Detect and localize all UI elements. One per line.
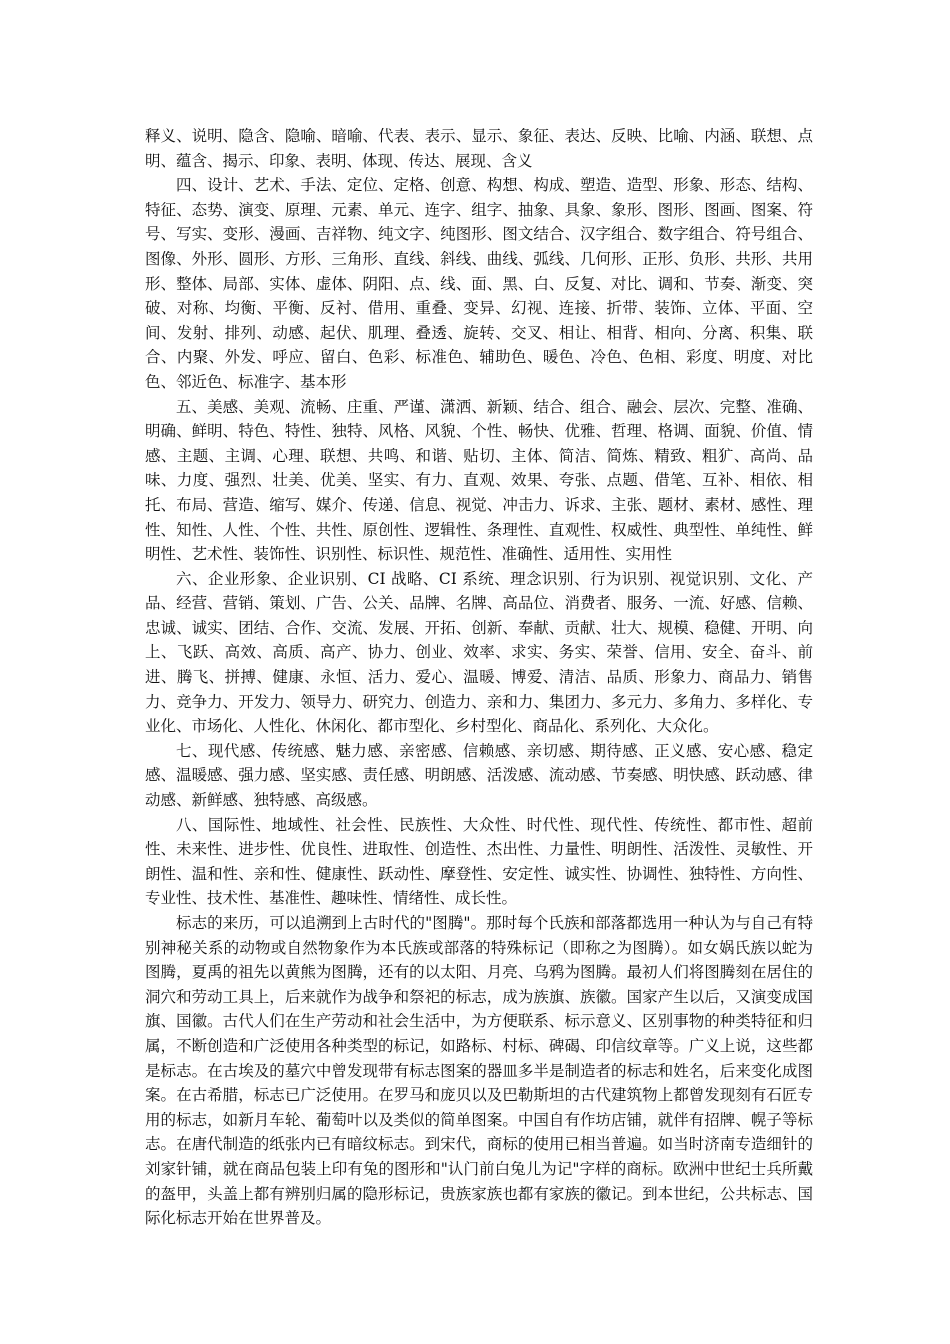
paragraph-section-six: 六、企业形象、企业识别、CI 战略、CI 系统、理念识别、行为识别、视觉识别、文化、产品、经营、营销、策划、广告、公关、品牌、名牌、高品位、消费者、服务、一流、好感、信赖、忠诚、诚实、团结、合作、交流、发展、开拓、创新、奉献、贡献、壮大、规模、稳健、开明、向上、飞跃、高效、高质、高产、协力、创业、效率、求实、务实、荣誉、信用、安全、奋斗、前进、腾飞、拼搏、健康、永恒、活力、爱心、温暖、博爱、清洁、品质、形象力、商品力、销售力、竞争力、开发力、领导力、研究力、创造力、亲和力、集团力、多元力、多角力、多样化、专业化、市场化、人性化、休闲化、都市型化、乡村型化、商品化、系列化、大众化。 (145, 569, 813, 736)
paragraph-logo-origin: 标志的来历，可以追溯到上古时代的"图腾"。那时每个氏族和部落都选用一种认为与自己有特别神秘关系的动物或自然物象作为本氏族或部落的特殊标记（即称之为图腾）。如女娲氏族以蛇为图腾，夏禹的祖先以黄熊为图腾，还有的以太阳、月亮、乌鸦为图腾。最初人们将图腾刻在居住的洞穴和劳动工具上，后来就作为战争和祭祀的标志，成为族旗、族徽。国家产生以后，又演变成国旗、国徽。古代人们在生产劳动和社会生活中，为方便联系、标示意义、区别事物的种类特征和归属，不断创造和广泛使用各种类型的标记，如路标、村标、碑碣、印信纹章等。广义上说，这些都是标志。在古埃及的墓穴中曾发现带有标志图案的器皿多半是制造者的标志和姓名，后来变化成图案。在古希腊，标志已广泛使用。在罗马和庞贝以及巴勒斯坦的古代建筑物上都曾发现刻有石匠专用的标志，如新月车轮、葡萄叶以及类似的简单图案。中国自有作坊店铺，就伴有招牌、幌子等标志。在唐代制造的纸张内已有暗纹标志。到宋代，商标的使用已相当普遍。如当时济南专造细针的刘家针铺，就在商品包装上印有兔的图形和"认门前白兔儿为记"字样的商标。欧洲中世纪士兵所戴的盔甲，头盖上都有辨别归属的隐形标记，贵族家族也都有家族的徽记。到本世纪，公共标志、国际化标志开始在世界普及。 (145, 914, 813, 1228)
paragraph-section-eight: 八、国际性、地域性、社会性、民族性、大众性、时代性、现代性、传统性、都市性、超前性、未来性、进步性、优良性、进取性、创造性、杰出性、力量性、明朗性、活泼性、灵敏性、开朗性、温和性、亲和性、健康性、跃动性、摩登性、安定性、诚实性、协调性、独特性、方向性、专业性、技术性、基准性、趣味性、情绪性、成长性。 (145, 815, 813, 908)
paragraph-section-seven: 七、现代感、传统感、魅力感、亲密感、信赖感、亲切感、期待感、正义感、安心感、稳定感、温暖感、强力感、坚实感、责任感、明朗感、活泼感、流动感、节奏感、明快感、跃动感、律动感、新鲜感、独特感、高级感。 (145, 741, 813, 810)
paragraph-section-five: 五、美感、美观、流畅、庄重、严谨、潇洒、新颖、结合、组合、融会、层次、完整、准确、明确、鲜明、特色、特性、独特、风格、风貌、个性、畅快、优雅、哲理、格调、面貌、价值、情感、主题、主调、心理、联想、共鸣、和谐、贴切、主体、简洁、简炼、精致、粗犷、高尚、品味、力度、强烈、壮美、优美、坚实、有力、直观、效果、夸张、点题、借笔、互补、相依、相托、布局、营造、缩写、媒介、传递、信息、视觉、冲击力、诉求、主张、题材、素材、感性、理性、知性、人性、个性、共性、原创性、逻辑性、条理性、直观性、权威性、典型性、单纯性、鲜明性、艺术性、装饰性、识别性、标识性、规范性、准确性、适用性、实用性 (145, 397, 813, 564)
paragraph-continuation: 释义、说明、隐含、隐喻、暗喻、代表、表示、显示、象征、表达、反映、比喻、内涵、联想、点明、蕴含、揭示、印象、表明、体现、传达、展现、含义 (145, 127, 813, 170)
paragraph-section-four: 四、设计、艺术、手法、定位、定格、创意、构想、构成、塑造、造型、形象、形态、结构、特征、态势、演变、原理、元素、单元、连字、组字、抽象、具象、象形、图形、图画、图案、符号、写实、变形、漫画、吉祥物、纯文字、纯图形、图文结合、汉字组合、数字组合、符号组合、图像、外形、圆形、方形、三角形、直线、斜线、曲线、弧线、几何形、正形、负形、共形、共用形、整体、局部、实体、虚体、阴阳、点、线、面、黑、白、反复、对比、调和、节奏、渐变、突破、对称、均衡、平衡、反衬、借用、重叠、变异、幻视、连接、折带、装饰、立体、平面、空间、发射、排列、动感、起伏、肌理、叠透、旋转、交叉、相让、相背、相向、分离、积集、联合、内聚、外发、呼应、留白、色彩、标准色、辅助色、暖色、冷色、色相、彩度、明度、对比色、邻近色、标准字、基本形 (145, 176, 813, 391)
document-body (145, 124, 813, 1231)
